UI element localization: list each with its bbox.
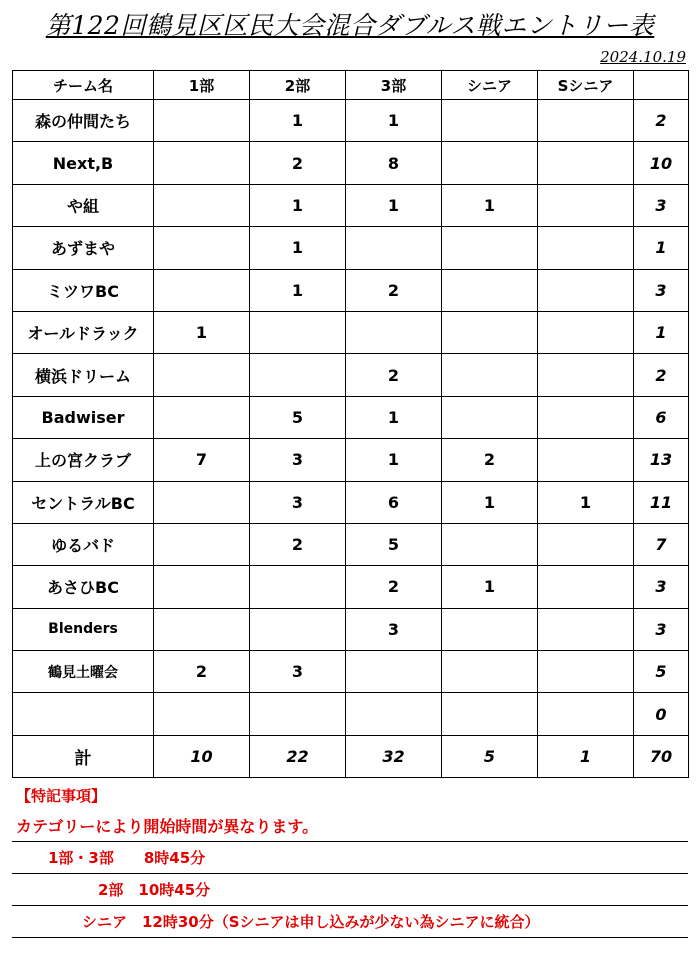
sum-senior: 5 xyxy=(442,735,538,777)
super-senior-cell xyxy=(538,608,634,650)
row-total-cell: 10 xyxy=(634,142,689,184)
row-total-cell: 2 xyxy=(634,354,689,396)
table-row xyxy=(13,651,689,693)
div2-cell xyxy=(250,311,346,353)
team-name-cell: Blenders xyxy=(13,608,154,650)
div2-cell: 3 xyxy=(250,651,346,693)
row-total-cell: 11 xyxy=(634,481,689,523)
div3-cell: 1 xyxy=(346,439,442,481)
senior-cell xyxy=(442,354,538,396)
team-name-cell: 横浜ドリーム xyxy=(13,354,154,396)
div2-cell: 1 xyxy=(250,184,346,226)
senior-cell xyxy=(442,269,538,311)
div2-cell: 1 xyxy=(250,269,346,311)
team-name-cell: 森の仲間たち xyxy=(13,100,154,142)
team-name-cell: ゆるバド xyxy=(13,523,154,565)
div3-cell: 1 xyxy=(346,396,442,438)
senior-cell xyxy=(442,227,538,269)
senior-cell xyxy=(442,396,538,438)
team-name-cell: 鶴見土曜会 xyxy=(13,651,154,693)
table-sum xyxy=(13,735,689,777)
row-total-cell: 13 xyxy=(634,439,689,481)
sum-row xyxy=(13,735,689,777)
super-senior-cell xyxy=(538,396,634,438)
div2-cell xyxy=(250,693,346,735)
team-name-cell: セントラルBC xyxy=(13,481,154,523)
team-name-cell: オールドラック xyxy=(13,311,154,353)
div2-cell: 1 xyxy=(250,100,346,142)
table-row xyxy=(13,311,689,353)
note-div1-div3-time: 1部・3部 8時45分 xyxy=(12,842,688,874)
sum-super-senior: 1 xyxy=(538,735,634,777)
div3-cell xyxy=(346,311,442,353)
div2-cell: 3 xyxy=(250,481,346,523)
entry-date: 2024.10.19 xyxy=(600,48,686,66)
header-div3: 3部 xyxy=(346,71,442,100)
senior-cell xyxy=(442,651,538,693)
header-div1: 1部 xyxy=(154,71,250,100)
table-row xyxy=(13,693,689,735)
special-notes xyxy=(12,780,688,938)
div3-cell: 1 xyxy=(346,184,442,226)
table-row xyxy=(13,481,689,523)
super-senior-cell xyxy=(538,354,634,396)
row-total-cell: 7 xyxy=(634,523,689,565)
super-senior-cell xyxy=(538,100,634,142)
row-total-cell: 3 xyxy=(634,608,689,650)
table-row xyxy=(13,142,689,184)
table-body xyxy=(13,100,689,736)
notes-heading: 【特記事項】 xyxy=(16,786,107,805)
div2-cell: 2 xyxy=(250,142,346,184)
super-senior-cell xyxy=(538,227,634,269)
table-row xyxy=(13,396,689,438)
row-total-cell: 2 xyxy=(634,100,689,142)
team-name-cell: Next,B xyxy=(13,142,154,184)
div1-cell xyxy=(154,693,250,735)
table-row xyxy=(13,523,689,565)
super-senior-cell xyxy=(538,439,634,481)
senior-cell xyxy=(442,608,538,650)
page-title: 第122回鶴見区区民大会混合ダブルス戦エントリー表 xyxy=(45,11,655,40)
sum-div3: 32 xyxy=(346,735,442,777)
table-row xyxy=(13,184,689,226)
team-name-cell: Badwiser xyxy=(13,396,154,438)
senior-cell xyxy=(442,311,538,353)
row-total-cell: 6 xyxy=(634,396,689,438)
div2-cell: 2 xyxy=(250,523,346,565)
div3-cell xyxy=(346,693,442,735)
senior-cell: 1 xyxy=(442,481,538,523)
super-senior-cell xyxy=(538,566,634,608)
table-row xyxy=(13,227,689,269)
team-name-cell: や組 xyxy=(13,184,154,226)
div3-cell: 8 xyxy=(346,142,442,184)
header-senior: シニア xyxy=(442,71,538,100)
div1-cell xyxy=(154,227,250,269)
senior-cell xyxy=(442,693,538,735)
div3-cell: 2 xyxy=(346,566,442,608)
table-row xyxy=(13,354,689,396)
table-row xyxy=(13,566,689,608)
div1-cell xyxy=(154,481,250,523)
row-total-cell: 1 xyxy=(634,311,689,353)
div1-cell: 7 xyxy=(154,439,250,481)
div1-cell xyxy=(154,100,250,142)
div3-cell: 3 xyxy=(346,608,442,650)
div1-cell xyxy=(154,396,250,438)
row-total-cell: 3 xyxy=(634,566,689,608)
senior-cell xyxy=(442,523,538,565)
senior-cell: 1 xyxy=(442,566,538,608)
div1-cell xyxy=(154,354,250,396)
header-super-senior: Sシニア xyxy=(538,71,634,100)
div1-cell: 2 xyxy=(154,651,250,693)
div1-cell xyxy=(154,142,250,184)
div2-cell xyxy=(250,566,346,608)
row-total-cell: 3 xyxy=(634,269,689,311)
row-total-cell: 1 xyxy=(634,227,689,269)
div1-cell xyxy=(154,184,250,226)
team-name-cell: ミツワBC xyxy=(13,269,154,311)
div3-cell xyxy=(346,227,442,269)
div2-cell: 1 xyxy=(250,227,346,269)
team-name-cell: 上の宮クラブ xyxy=(13,439,154,481)
senior-cell xyxy=(442,142,538,184)
super-senior-cell: 1 xyxy=(538,481,634,523)
div1-cell: 1 xyxy=(154,311,250,353)
note-div2-time: 2部 10時45分 xyxy=(12,874,688,906)
note-senior-time: シニア 12時30分（Sシニアは申し込みが少ない為シニアに統合） xyxy=(12,906,688,938)
div3-cell: 1 xyxy=(346,100,442,142)
team-name-cell xyxy=(13,693,154,735)
super-senior-cell xyxy=(538,142,634,184)
table-header xyxy=(13,71,689,100)
super-senior-cell xyxy=(538,523,634,565)
row-total-cell: 5 xyxy=(634,651,689,693)
div3-cell: 2 xyxy=(346,354,442,396)
div2-cell: 3 xyxy=(250,439,346,481)
super-senior-cell xyxy=(538,693,634,735)
team-name-cell: あずまや xyxy=(13,227,154,269)
entry-table xyxy=(12,70,689,778)
super-senior-cell xyxy=(538,651,634,693)
div3-cell xyxy=(346,651,442,693)
div1-cell xyxy=(154,523,250,565)
note-category-start: カテゴリーにより開始時間が異なります。 xyxy=(12,810,688,842)
sum-div1: 10 xyxy=(154,735,250,777)
table-row xyxy=(13,100,689,142)
header-total xyxy=(634,71,689,100)
super-senior-cell xyxy=(538,184,634,226)
super-senior-cell xyxy=(538,269,634,311)
div2-cell: 5 xyxy=(250,396,346,438)
header-team: チーム名 xyxy=(13,71,154,100)
div1-cell xyxy=(154,566,250,608)
row-total-cell: 3 xyxy=(634,184,689,226)
row-total-cell: 0 xyxy=(634,693,689,735)
sum-label: 計 xyxy=(13,735,154,777)
senior-cell: 2 xyxy=(442,439,538,481)
table-row xyxy=(13,608,689,650)
senior-cell: 1 xyxy=(442,184,538,226)
div2-cell xyxy=(250,608,346,650)
team-name-cell: あさひBC xyxy=(13,566,154,608)
table-row xyxy=(13,439,689,481)
div1-cell xyxy=(154,269,250,311)
div3-cell: 5 xyxy=(346,523,442,565)
div2-cell xyxy=(250,354,346,396)
sum-div2: 22 xyxy=(250,735,346,777)
div3-cell: 2 xyxy=(346,269,442,311)
header-div2: 2部 xyxy=(250,71,346,100)
sum-total: 70 xyxy=(634,735,689,777)
senior-cell xyxy=(442,100,538,142)
super-senior-cell xyxy=(538,311,634,353)
div3-cell: 6 xyxy=(346,481,442,523)
div1-cell xyxy=(154,608,250,650)
table-row xyxy=(13,269,689,311)
